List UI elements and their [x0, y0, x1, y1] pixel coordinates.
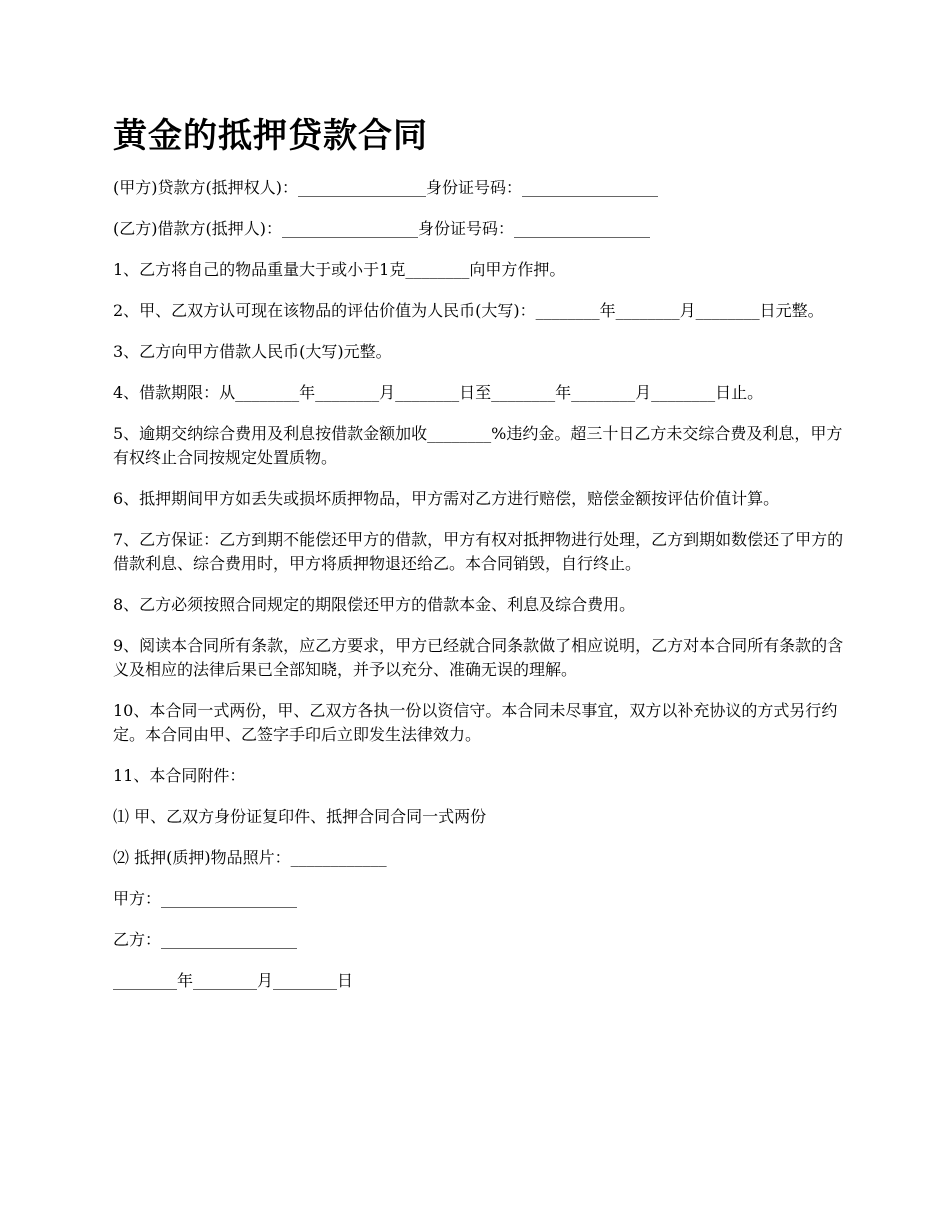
document-title: 黄金的抵押贷款合同: [113, 116, 428, 156]
attachment-1: ⑴ 甲、乙双方身份证复印件、抵押合同合同一式两份: [113, 807, 487, 826]
signature-party-b: 乙方：_________________: [113, 930, 298, 949]
clause-7: 7、乙方保证：乙方到期不能偿还甲方的借款，甲方有权对抵押物进行处理，乙方到期如数偿还了甲方的借款利息、综合费用时，甲方将质押物退还给乙。本合同销毁，自行终止。: [113, 530, 844, 573]
clause-4: 4、借款期限：从________年________月________日至________年________月________日止。: [113, 383, 764, 402]
signature-date: ________年________月________日: [113, 971, 354, 990]
clause-10: 10、本合同一式两份，甲、乙双方各执一份以资信守。本合同未尽事宜，双方以补充协议的方式另行约定。本合同由甲、乙签字手印后立即发生法律效力。: [113, 701, 838, 744]
clause-11: 11、本合同附件：: [113, 766, 246, 785]
party-a-line: (甲方)贷款方(抵押权人)：________________身份证号码：_________________: [113, 178, 658, 197]
clause-8: 8、乙方必须按照合同规定的期限偿还甲方的借款本金、利息及综合费用。: [113, 595, 636, 614]
document-page: [113, 112, 853, 1010]
party-b-line: (乙方)借款方(抵押人)：_________________身份证号码：_________________: [113, 219, 650, 238]
clause-3: 3、乙方向甲方借款人民币(大写)元整。: [113, 342, 392, 361]
signature-party-a: 甲方：_________________: [113, 889, 298, 908]
clause-5: 5、逾期交纳综合费用及利息按借款金额加收________%违约金。超三十日乙方未交综合费及利息，甲方有权终止合同按规定处置质物。: [113, 424, 843, 467]
clause-2: 2、甲、乙双方认可现在该物品的评估价值为人民币(大写)：________年________月________日元整。: [113, 301, 824, 320]
clause-1: 1、乙方将自己的物品重量大于或小于1克________向甲方作押。: [113, 260, 566, 279]
clause-9: 9、阅读本合同所有条款，应乙方要求，甲方已经就合同条款做了相应说明，乙方对本合同所有条款的含义及相应的法律后果已全部知晓，并予以充分、准确无误的理解。: [113, 636, 844, 679]
attachment-2: ⑵ 抵押(质押)物品照片：____________: [113, 848, 387, 867]
clause-6: 6、抵押期间甲方如丢失或损坏质押物品，甲方需对乙方进行赔偿，赔偿金额按评估价值计算。: [113, 489, 780, 508]
